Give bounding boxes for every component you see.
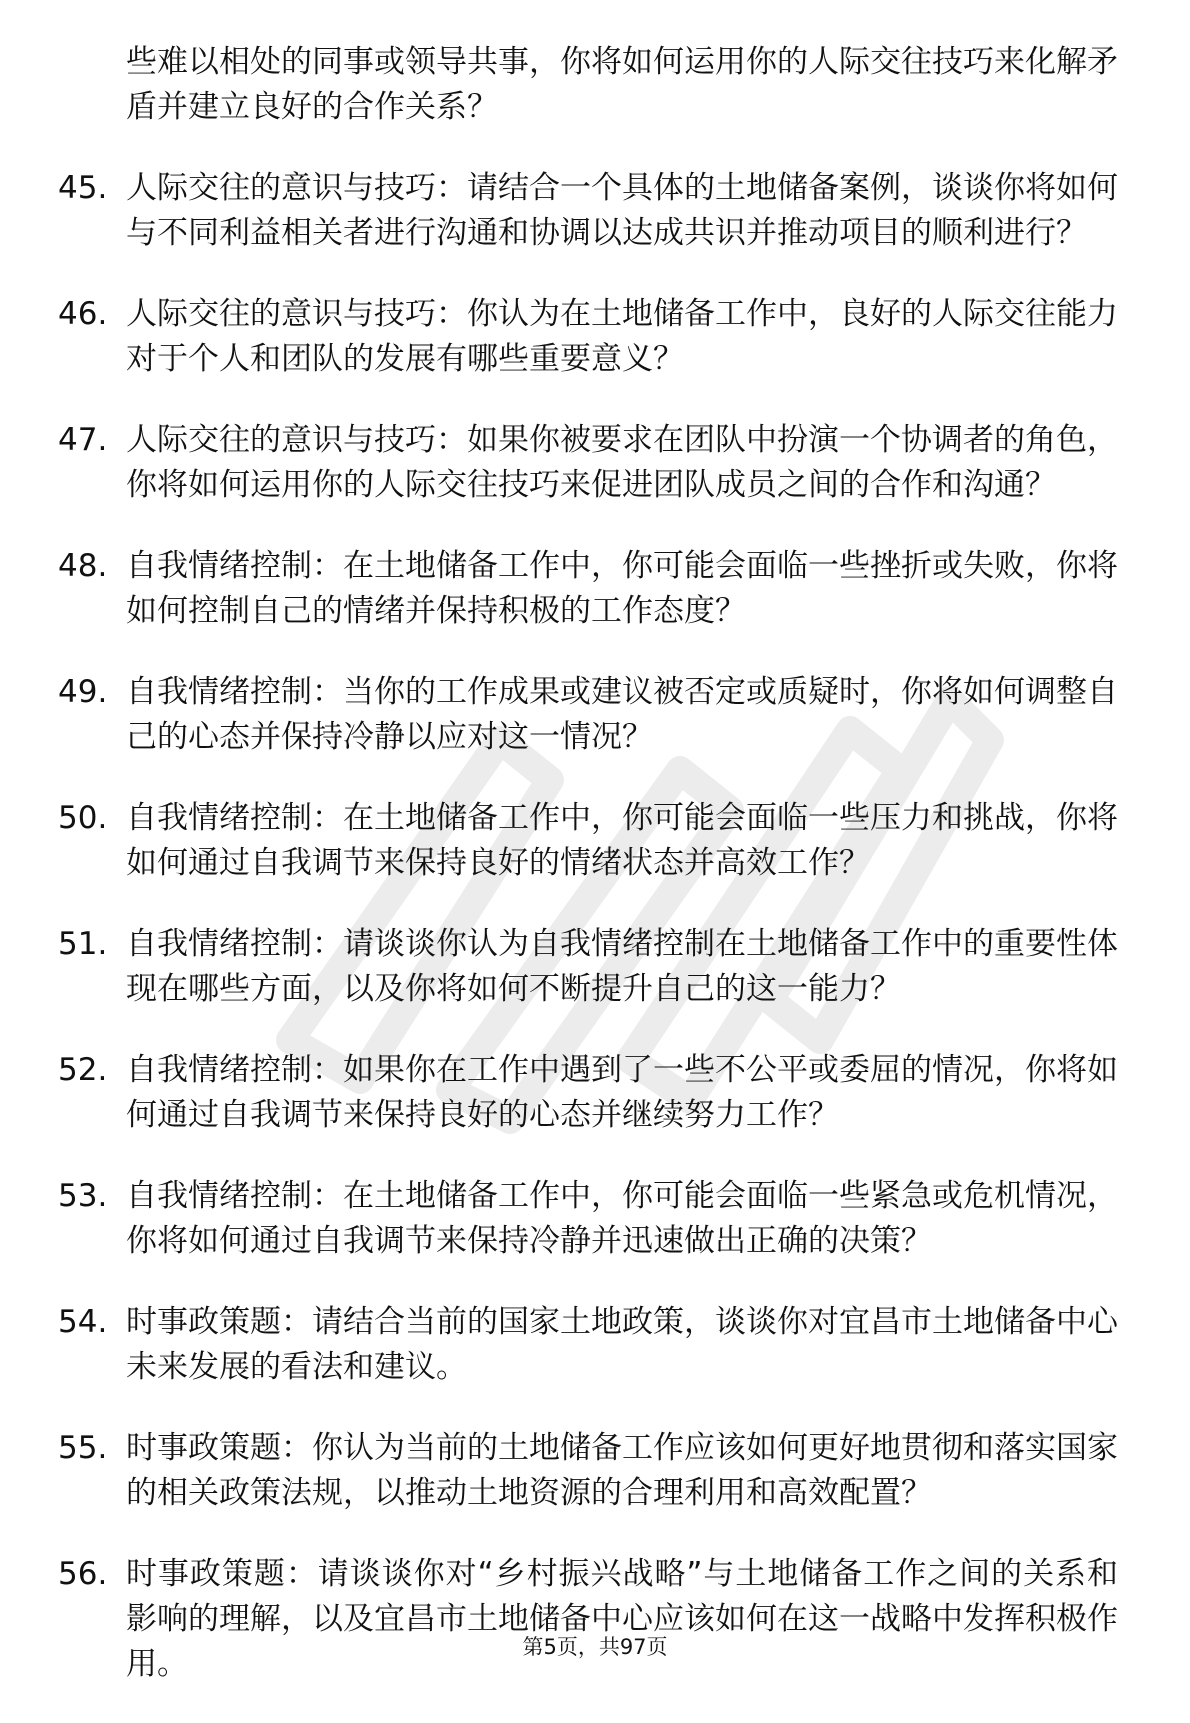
question-item-53 [58, 1174, 1118, 1264]
question-list [58, 40, 1118, 1723]
question-text: 时事政策题：你认为当前的土地储备工作应该如何更好地贯彻和落实国家的相关政策法规，以推动土地资源的合理利用和高效配置？ [126, 1430, 1118, 1511]
question-item-54 [58, 1300, 1118, 1390]
question-item-50 [58, 796, 1118, 886]
question-text: 人际交往的意识与技巧：你认为在土地储备工作中，良好的人际交往能力对于个人和团队的发展有哪些重要意义？ [126, 296, 1118, 377]
question-number: 50. [58, 800, 108, 836]
question-text: 人际交往的意识与技巧：请结合一个具体的土地储备案例，谈谈你将如何与不同利益相关者进行沟通和协调以达成共识并推动项目的顺利进行？ [126, 170, 1118, 251]
question-text: 时事政策题：请结合当前的国家土地政策，谈谈你对宜昌市土地储备中心未来发展的看法和建议。 [126, 1304, 1118, 1385]
question-text: 时事政策题：请谈谈你对“乡村振兴战略”与土地储备工作之间的关系和影响的理解，以及宜昌市土地储备中心应该如何在这一战略中发挥积极作用。 [126, 1556, 1118, 1682]
question-number: 55. [58, 1430, 108, 1466]
question-number: 51. [58, 926, 108, 962]
page-footer: 第5页，共97页 [522, 1635, 668, 1659]
question-number: 47. [58, 422, 108, 458]
question-item-48 [58, 544, 1118, 634]
question-number: 45. [58, 170, 108, 206]
question-item-47 [58, 418, 1118, 508]
question-text: 自我情绪控制：如果你在工作中遇到了一些不公平或委屈的情况，你将如何通过自我调节来保持良好的心态并继续努力工作？ [126, 1052, 1118, 1133]
question-text: 人际交往的意识与技巧：如果你被要求在团队中扮演一个协调者的角色，你将如何运用你的人际交往技巧来促进团队成员之间的合作和沟通？ [126, 422, 1118, 503]
question-number: 52. [58, 1052, 108, 1088]
question-number: 56. [58, 1556, 108, 1592]
question-number: 53. [58, 1178, 108, 1214]
question-number: 54. [58, 1304, 108, 1340]
continuation-item [58, 40, 1118, 130]
question-item-51 [58, 922, 1118, 1012]
question-text: 自我情绪控制：在土地储备工作中，你可能会面临一些压力和挑战，你将如何通过自我调节来保持良好的情绪状态并高效工作？ [126, 800, 1118, 881]
question-item-55 [58, 1426, 1118, 1516]
question-item-56 [58, 1552, 1118, 1687]
question-text: 自我情绪控制：在土地储备工作中，你可能会面临一些紧急或危机情况，你将如何通过自我调节来保持冷静并迅速做出正确的决策？ [126, 1178, 1118, 1259]
question-item-46 [58, 292, 1118, 382]
question-number: 49. [58, 674, 108, 710]
question-number: 48. [58, 548, 108, 584]
question-item-45 [58, 166, 1118, 256]
question-text: 自我情绪控制：请谈谈你认为自我情绪控制在土地储备工作中的重要性体现在哪些方面，以及你将如何不断提升自己的这一能力？ [126, 926, 1118, 1007]
question-text: 自我情绪控制：当你的工作成果或建议被否定或质疑时，你将如何调整自己的心态并保持冷静以应对这一情况？ [126, 674, 1118, 755]
continuation-text: 些难以相处的同事或领导共事，你将如何运用你的人际交往技巧来化解矛盾并建立良好的合作关系？ [126, 44, 1118, 125]
question-item-52 [58, 1048, 1118, 1138]
question-number: 46. [58, 296, 108, 332]
question-text: 自我情绪控制：在土地储备工作中，你可能会面临一些挫折或失败，你将如何控制自己的情绪并保持积极的工作态度？ [126, 548, 1118, 629]
question-item-49 [58, 670, 1118, 760]
